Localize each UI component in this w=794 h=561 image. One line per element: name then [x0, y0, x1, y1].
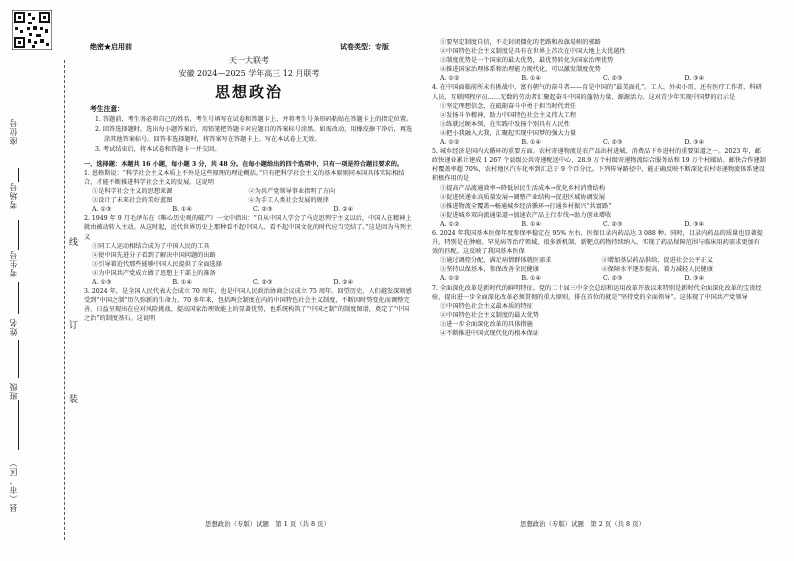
answer-choices — [432, 220, 766, 229]
name-label: 姓名 — [9, 318, 18, 336]
choice-b[interactable]: B. ①④ — [521, 75, 542, 83]
option: ③练就过硬本领，在实践中发扬个别具有人民性 — [440, 120, 570, 128]
divider — [18, 282, 19, 314]
exam-org: 天一大联考 — [229, 56, 269, 65]
option: ③进一步全面深化改革的具体措施 — [440, 320, 533, 328]
county-label: 县（市、区） — [9, 458, 18, 512]
section-heading: 一、选择题：本题共 16 小题，每小题 3 分，共 48 分。在每小题给出的四个选项中，只有一项是符合题目要求的。 — [84, 160, 404, 168]
option: ③坚持以保基本，参保改善全民健康 — [440, 266, 539, 274]
option: ①是科学社会主义的思想来源 — [92, 188, 173, 196]
secret-mark: 绝密★启用前 — [90, 42, 132, 51]
choice-c[interactable]: C. ②③ — [603, 139, 623, 147]
divider — [18, 220, 19, 250]
option: ④为中国共产党成立做了思想上干部上的准备 — [92, 269, 216, 277]
choice-b[interactable]: B. ①④ — [172, 278, 193, 286]
page-footer: 思想政治（专版）试题 第 2 页（共 8 页） — [520, 520, 645, 528]
option: ③设计了未来社会的美好蓝图 — [92, 197, 173, 205]
option: ④推进国家治理体系和治理能力现代化，可以激发制度优势 — [440, 66, 601, 74]
choice-d[interactable]: D. ③④ — [684, 275, 705, 283]
choice-c[interactable]: C. ②③ — [253, 206, 273, 214]
option: ①同工人运动相结合成为了中国人民的工具 — [92, 242, 210, 250]
answer-choices — [84, 278, 414, 287]
choice-a[interactable]: A. ①③ — [92, 206, 112, 214]
class-label: 班级 — [9, 382, 18, 400]
choice-a[interactable]: A. ①② — [440, 139, 460, 147]
option: ①要坚定制度自信，不走封闭僵化的老路和改旗易帜的邪路 — [440, 39, 601, 46]
choice-d[interactable]: D. ③④ — [684, 75, 705, 83]
option: ①提高产品流通效率→降低居民生活成本→优化乡村消费结构 — [440, 184, 606, 192]
choice-a[interactable]: A. ①③ — [92, 278, 112, 286]
choice-c[interactable]: C. ②③ — [603, 275, 623, 283]
binding-word: 线 — [67, 237, 77, 246]
choice-d[interactable]: D. ③④ — [684, 220, 705, 228]
option: ④把小我融入大我，汇聚起实现中国梦的强大力量 — [440, 129, 577, 137]
question-stem: 6. 2024 年我国基本医保年度参保率稳定在 95% 左右，医保目录内药品达 3 088 种。同时，目录内药品的质量也显著提升，特别是在肿瘤、罕见病等治疗领域，很多新机制、新靶点药物持续纳入，实现了药品保障范围与临床用药需求更加有效的匹配。这反映了我国基本医保 — [432, 229, 763, 256]
question-stem: 5. 城乡经济是国内大循环的重要方面。农村寄递物流是农产品出村进城、消费品下乡进村的重要渠道之一。2023 年，邮政快递业累计建成 1 267 个县级公共寄递配送中心，28.9 万个村级寄递物流综合服务站和 19 万个村邮站。邮快合作建制村覆盖率超 70%，农村地区汽车化率到汇总于 9 个百分比。下列传导路径中，能正确反映不断深化农村寄递物流体系建设积极作用的是 — [432, 148, 766, 183]
option: ②中国特色社会主义制度是具有在世界上首次在中国大地上大优越性 — [440, 48, 626, 56]
option: ④保障水平逐步提高，着力减轻人民健康 — [601, 266, 713, 274]
option: ③引导着近代那些能够中国人民提供了全面选择 — [92, 260, 222, 268]
answer-choices — [432, 138, 766, 147]
question-stem: 2. 1949 年 9 月毛泽东在《唯心历史观的破产》一文中指出：“自从中国人学会了马克思列宁主义以后，中国人在精神上就由被动转入主动。从这时起，近代世界历史上那种看不起中国人、看不起中国文化的时代应当完结了。”这是因为马列主义 — [84, 215, 412, 241]
seat-number-label: 座位号 — [9, 118, 18, 145]
option: ①中国特色社会主义最本质的特征 — [440, 302, 533, 310]
question-options — [432, 256, 766, 274]
option: ②增加基层药品供给，促进社会公平正义 — [601, 257, 713, 265]
answer-choices — [432, 274, 766, 283]
note-item: 3. 考试结束后，将本试卷和答题卡一并交回。 — [95, 145, 221, 153]
option: ④不断推进中国式现代化的根本保证 — [440, 330, 539, 337]
exam-title: 安徽 2024—2025 学年高三 12 月联考 — [178, 69, 320, 79]
option: ④为手工人类社会发展的规律 — [248, 197, 329, 205]
binding-word: 装 — [67, 394, 77, 403]
notes-title: 考生注意： — [90, 105, 124, 114]
option: ③制度优势是一个国家的最大优势，最优势转化为国家治理优势 — [440, 57, 614, 65]
choice-c[interactable]: C. ②③ — [603, 75, 623, 83]
option: ②发扬斗争精神，助力中国特色社会主义伟大工程 — [440, 111, 577, 119]
option: ②使中国先进分子看到了解决中国问题的出路 — [92, 251, 216, 259]
choice-b[interactable]: B. ①④ — [521, 275, 542, 283]
binding-strip — [0, 0, 78, 561]
page-footer: 思想政治（专版）试题 第 1 页（共 8 页） — [205, 520, 330, 528]
paper-type: 试卷类型：专版 — [340, 42, 389, 51]
question-options — [84, 187, 414, 205]
option: ①坚定理想信念，在砥砺奋斗中勇于担当时代责任 — [440, 102, 577, 110]
choice-c[interactable]: C. ②③ — [603, 220, 623, 228]
option: ④促进城乡双向流通渠道→加速农产品上行步伐→助力创业增收 — [440, 211, 612, 219]
divider — [18, 340, 19, 378]
choice-d[interactable]: D. ③④ — [684, 139, 705, 147]
choice-b[interactable]: B. ①④ — [521, 139, 542, 147]
choice-d[interactable]: D. ②④ — [333, 206, 354, 214]
option: ③推进物流全覆盖→畅通城乡经济循环→打通乡村振兴“共富路” — [440, 202, 612, 210]
divider — [18, 400, 19, 450]
question-stem: 3. 2024 年，是全国人民代表大会成立 70 周年，也是中国人民政治协商会议成立 75 周年。回望历史，人们越发深刻感受到“中国之制”历久弥新的生命力。70 多年来，包括两会制度在内的中国特色社会主义制度，不断因时势变化而调整完善，日益呈现出在应对风险挑战、提高国家治理效能上的显著优势，也系统构筑了“中国之制”的制度图谱，奠定了“中国之治”的制度基石。这说明 — [84, 288, 412, 323]
option: ②为共产党领导事业指明了方向 — [248, 188, 336, 196]
exam-room-label: 考场号 — [9, 182, 18, 209]
choice-b[interactable]: B. ①④ — [172, 206, 193, 214]
choice-b[interactable]: B. ①④ — [521, 220, 542, 228]
subject-title: 思想政治 — [214, 83, 283, 102]
divider — [18, 168, 19, 182]
qr-code-icon — [12, 10, 52, 50]
choice-a[interactable]: A. ①② — [440, 275, 460, 283]
answer-choices — [84, 205, 414, 214]
answer-choices — [432, 74, 766, 83]
option: ①通过调控分配，满足病情群体就医需求 — [440, 257, 552, 265]
right-page — [432, 38, 766, 338]
choice-a[interactable]: A. ①② — [440, 75, 460, 83]
note-item: 1. 答题前，考生务必将自己的姓名、考生号填写在试卷和答题卡上，并将考生号条形码粘贴在答题卡上的指定位置。 — [95, 116, 413, 124]
binding-dashed-line — [64, 60, 65, 540]
choice-d[interactable]: D. ②④ — [333, 278, 354, 286]
option: ②中国特色社会主义制度的最大优势 — [440, 311, 539, 319]
choice-a[interactable]: A. ①② — [440, 220, 460, 228]
binding-word: 订 — [67, 320, 77, 329]
choice-c[interactable]: C. ②③ — [253, 278, 273, 286]
note-item: 2. 回答选择题时，选出每小题答案后，用铅笔把答题卡对应题目的答案标号涂黑。如需改动，用橡皮擦干净后，再选涂其他答案标号。回答非选择题时，将答案写在答题卡上。写在本试卷上无效。 — [95, 126, 413, 143]
candidate-number-label: 考生号 — [9, 250, 18, 277]
left-page — [84, 40, 414, 323]
question-stem: 1. 恩格斯说：“科学社会主义本质上不外是这些原理的理论概括。”只有把科学社会主义的基本原则同本国具体实际相结合，才能不断推进科学社会主义的发展。这说明 — [84, 169, 405, 186]
question-stem: 7. 全面深化改革是新时代的鲜明特征。党的二十届三中全会总结和运用改革开放以来特别是新时代全面深化改革的宝贵经验，提出进一步全面深化改革必须贯彻的重大原则，排在首位的就是“坚持党的全面领导”。这体现了中国共产党领导 — [432, 284, 762, 301]
option: ②促进快递业高质量发展→调整产业结构→促进区域协调发展 — [440, 193, 606, 201]
question-stem: 4. 在中国面临前所未有挑战中，富有朝气的奋斗者——育是中国的“最美面孔”。工人、外卖小哥、还有医疗工作者、科研人员、互联网程序员……无数的劳动者汇聚起奋斗中国的蓬勃力量、源源活力。这对青少年实现中国梦的启示是 — [432, 84, 762, 101]
